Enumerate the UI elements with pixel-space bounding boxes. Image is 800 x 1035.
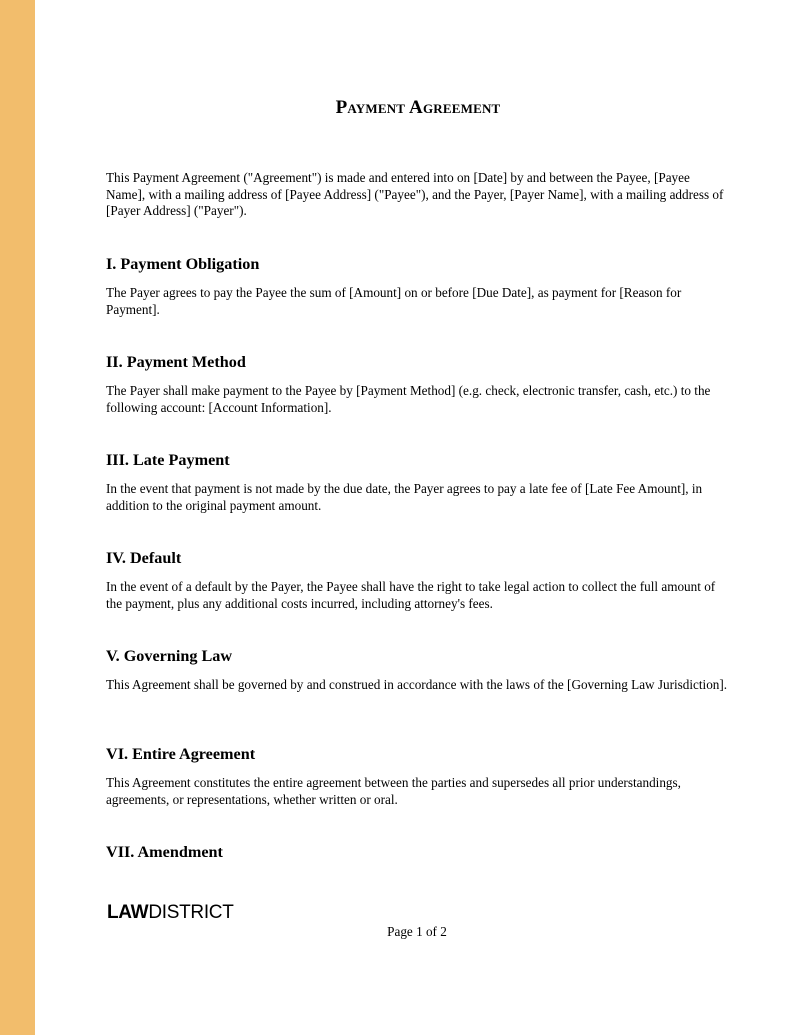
section-body: The Payer agrees to pay the Payee the sum of [Amount] on or before [Due Date], as payment for [Reason for Payment]. <box>106 285 682 317</box>
lawdistrict-logo <box>107 902 234 924</box>
page-number: Page 1 of 2 <box>387 924 447 939</box>
section-body: This Agreement shall be governed by and construed in accordance with the laws of the [Governing Law Jurisdiction]. <box>106 677 728 692</box>
section-body: In the event that payment is not made by the due date, the Payer agrees to pay a late fee of [Late Fee Amount], in addition to the original payment amount. <box>106 481 703 513</box>
section-amendment <box>106 842 730 862</box>
section-default <box>106 548 730 612</box>
section-body: The Payer shall make payment to the Payee by [Payment Method] (e.g. check, electronic transfer, cash, etc.) to the following account: [Account Information]. <box>106 383 711 415</box>
logo-district-text: DISTRICT <box>148 902 234 923</box>
section-body: In the event of a default by the Payer, the Payee shall have the right to take legal action to collect the full amount of the payment, plus any additional costs incurred, including attorney's fees. <box>106 579 716 611</box>
section-heading: V. Governing Law <box>106 647 233 665</box>
section-late-payment <box>106 450 730 514</box>
section-heading: I. Payment Obligation <box>106 255 260 273</box>
intro-paragraph: This Payment Agreement ("Agreement") is made and entered into on [Date] by and between the Payee, [Payee Name], with a mailing address of [Payee Address] ("Payee"), and the Payer, [Payer Name], with a mailing address of [Payer Address] ("Payer"). <box>106 170 724 218</box>
section-payment-method <box>106 352 730 416</box>
side-accent-bar <box>0 0 35 1035</box>
section-body: This Agreement constitutes the entire agreement between the parties and supersedes all prior understandings, agreements, or representations, whether written or oral. <box>106 775 681 807</box>
section-heading: III. Late Payment <box>106 451 230 469</box>
section-heading: II. Payment Method <box>106 353 246 371</box>
section-heading: IV. Default <box>106 549 182 567</box>
section-heading: VI. Entire Agreement <box>106 745 256 763</box>
section-payment-obligation <box>106 254 730 318</box>
section-entire-agreement <box>106 744 730 808</box>
logo-law-text: LAW <box>107 902 149 923</box>
section-heading: VII. Amendment <box>106 843 223 861</box>
section-governing-law <box>106 646 730 694</box>
document-title: Payment Agreement <box>335 97 501 118</box>
